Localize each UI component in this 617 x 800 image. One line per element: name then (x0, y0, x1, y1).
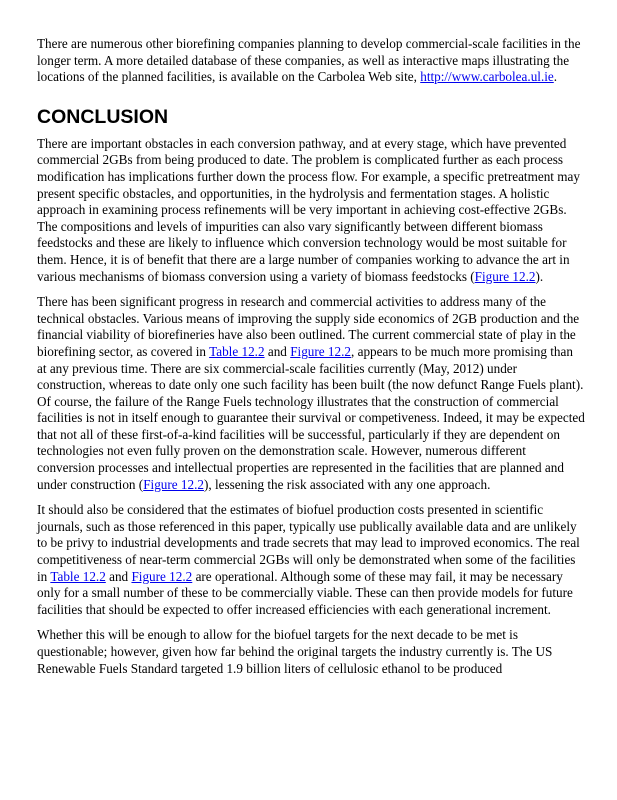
figure-12-2-link[interactable]: Figure 12.2 (290, 343, 352, 359)
conclusion-paragraph-3 (37, 502, 585, 618)
table-12-2-link[interactable]: Table 12.2 (50, 568, 106, 584)
paragraph-text-and: and (264, 343, 291, 359)
section-heading-conclusion: CONCLUSION (37, 105, 169, 128)
figure-12-2-link[interactable]: Figure 12.2 (474, 268, 536, 284)
paragraph-text: Whether this will be enough to allow for the biofuel targets for the next decade to be met is questionable; however, given how far behind the original targets the industry currently is. The US Renewable Fuels Standard targeted 1.9 billion liters of cellulosic ethanol to be produced (37, 627, 553, 676)
paragraph-text-and: and (105, 568, 132, 584)
carbolea-website-link[interactable]: http://www.carbolea.ul.ie (420, 69, 554, 85)
conclusion-paragraph-4 (37, 627, 585, 677)
paragraph-text-end: ), lessening the risk associated with any one approach. (204, 476, 491, 492)
intro-text: There are numerous other biorefining companies planning to develop commercial-scale facilities in the longer term. A more detailed database of these companies, as well as interactive maps illustrating the locations of the planned facilities, is available on the Carbolea Web site, (37, 36, 581, 85)
paragraph-text: It should also be considered that the estimates of biofuel production costs presented in scientific journals, such as those referenced in this paper, typically use publically available data and are unlikely to be privy to industrial developments and trade secrets that may lead to improved economics. The real competitiveness of near-term commercial 2GBs will only be demonstrated when some of the facilities in (37, 502, 580, 584)
conclusion-paragraph-1 (37, 136, 585, 285)
figure-12-2-link[interactable]: Figure 12.2 (131, 568, 193, 584)
intro-paragraph (37, 36, 585, 86)
paragraph-text: , appears to be much more promising than at any previous time. There are six commercial-scale facilities currently (May, 2012) under construction, whereas to date only one such facility has been built (the now defunct Range Fuels plant). Of course, the failure of the Range Fuels technology illustrates that the construction of commercial facilities is not in itself enough to guarantee their survival or competiveness. Indeed, it may be expected that not all of these first-of-a-kind facilities will be successful, particularly if they are dependent on technologies not even fully proven on the demonstration scale. However, numerous different conversion processes and intellectual properties are represented in the facilities that are planned and under construction ( (37, 343, 585, 492)
intro-text-end: . (553, 69, 558, 85)
figure-12-2-link[interactable]: Figure 12.2 (143, 476, 205, 492)
paragraph-text: There are important obstacles in each conversion pathway, and at every stage, which have prevented commercial 2GBs from being produced to date. The problem is complicated further as each process modification has implications further down the process flow. For example, a specific pretreatment may present specific obstacles, and opportunities, in the hydrolysis and fermentation stages. A holistic approach in examining process refinements will be very important in achieving cost-effective 2GBs. The compositions and levels of impurities can also vary significantly between different biomass feedstocks and these are likely to influence which conversion technology would be most suitable for them. Hence, it is of benefit that there are a large number of companies working to advance the art in various mechanisms of biomass conversion using a variety of biomass feedstocks ( (37, 135, 580, 284)
paragraph-text-end: are operational. Although some of these may fail, it may be necessary only for a small number of these to be commercially viable. These can then provide models for future facilities that should be expected to offer increased efficiencies with each generational increment. (37, 568, 573, 617)
paragraph-text-end: ). (535, 268, 544, 284)
document-page (37, 36, 585, 686)
table-12-2-link[interactable]: Table 12.2 (209, 343, 265, 359)
paragraph-text: There has been significant progress in research and commercial activities to address many of the technical obstacles. Various means of improving the supply side economics of 2GB production and the financial viability of biorefineries have also been outlined. The current commercial state of play in the biorefining sector, as covered in (37, 294, 580, 359)
conclusion-paragraph-2 (37, 294, 585, 493)
